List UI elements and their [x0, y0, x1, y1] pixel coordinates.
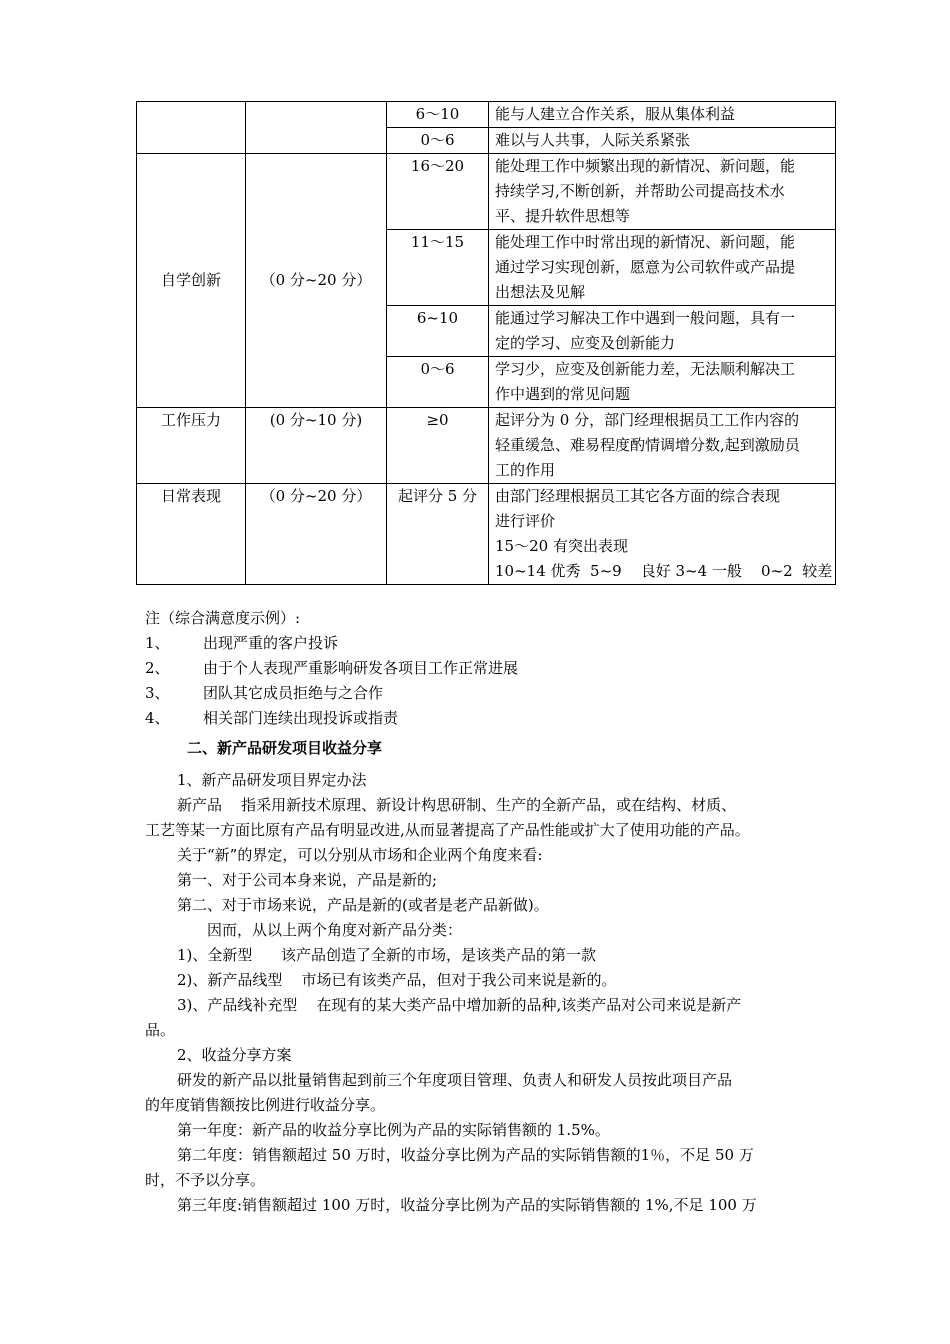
paragraph: 第一年度：新产品的收益分享比例为产品的实际销售额的 1.5%。 [177, 1121, 610, 1139]
list-number: 1、 [145, 634, 170, 652]
description-cell: 起评分为 0 分，部门经理根据员工工作内容的 轻重缓急、难易程度酌情调增分数,起到激励员 工的作用 [489, 408, 836, 484]
paragraph: 第二年度：销售额超过 50 万时，收益分享比例为产品的实际销售额的1％，不足 50 万 [177, 1146, 754, 1164]
table-row [137, 408, 836, 484]
score-cell: 起评分 5 分 [387, 484, 489, 585]
list-number: 2、 [145, 659, 170, 677]
paragraph: 的年度销售额按比例进行收益分享。 [145, 1096, 386, 1114]
paragraph: 时，不予以分享。 [145, 1171, 266, 1189]
description-cell: 能处理工作中时常出现的新情况、新问题，能 通过学习实现创新，愿意为公司软件或产品提 出想法及见解 [489, 230, 836, 306]
score-cell: 11～15 [387, 230, 489, 306]
category-cell: 工作压力 [137, 408, 246, 484]
list-number: 4、 [145, 709, 170, 727]
paragraph: 工艺等某一方面比原有产品有明显改进,从而显著提高了产品性能或扩大了使用功能的产品。 [145, 821, 750, 839]
paragraph: 第一、对于公司本身来说，产品是新的; [177, 871, 438, 889]
category-cell: 自学创新 [137, 154, 246, 408]
list-text: 由于个人表现严重影响研发各项目工作正常进展 [203, 659, 519, 677]
paragraph: 2)、新产品线型 市场已有该类产品，但对于我公司来说是新的。 [177, 971, 617, 989]
list-text: 出现严重的客户投诉 [203, 634, 339, 652]
paragraph: 3)、产品线补充型 在现有的某大类产品中增加新的品种,该类产品对公司来说是新产 [177, 996, 742, 1014]
score-cell: 0～6 [387, 128, 489, 154]
paragraph: 第三年度:销售额超过 100 万时，收益分享比例为产品的实际销售额的 1%,不足 100 万 [177, 1196, 757, 1214]
description-cell: 由部门经理根据员工其它各方面的综合表现 进行评价 15～20 有突出表现 10~14 优秀 5~9 良好 3~4 一般 0~2 较差 [489, 484, 836, 585]
range-cell: (0 分~10 分) [246, 408, 387, 484]
description-cell: 能与人建立合作关系，服从集体利益 [489, 102, 836, 128]
paragraph: 1、新产品研发项目界定办法 [177, 771, 367, 789]
paragraph: 研发的新产品以批量销售起到前三个年度项目管理、负责人和研发人员按此项目产品 [177, 1071, 733, 1089]
score-cell: ≥0 [387, 408, 489, 484]
description-cell: 能通过学习解决工作中遇到一般问题，具有一 定的学习、应变及创新能力 [489, 306, 836, 357]
list-text: 团队其它成员拒绝与之合作 [203, 684, 384, 702]
evaluation-table [136, 101, 836, 585]
paragraph: 因而，从以上两个角度对新产品分类： [207, 921, 463, 939]
range-cell: （0 分~20 分） [246, 154, 387, 408]
section-heading: 二、新产品研发项目收益分享 [187, 739, 383, 757]
list-text: 相关部门连续出现投诉或指责 [203, 709, 399, 727]
list-number: 3、 [145, 684, 170, 702]
table-row [137, 154, 836, 230]
paragraph: 新产品 指采用新技术原理、新设计构思研制、生产的全新产品，或在结构、材质、 [177, 796, 737, 814]
category-cell [137, 102, 246, 154]
paragraph: 2、收益分享方案 [177, 1046, 292, 1064]
notes-title: 注（综合满意度示例）: [145, 609, 301, 627]
score-cell: 16～20 [387, 154, 489, 230]
range-cell: （0 分~20 分） [246, 484, 387, 585]
description-cell: 难以与人共事，人际关系紧张 [489, 128, 836, 154]
paragraph: 品。 [145, 1021, 176, 1039]
score-cell: 0～6 [387, 357, 489, 408]
paragraph: 第二、对于市场来说，产品是新的(或者是老产品新做)。 [177, 896, 549, 914]
description-cell: 能处理工作中频繁出现的新情况、新问题，能 持续学习,不断创新，并帮助公司提高技术水 平、提升软件思想等 [489, 154, 836, 230]
range-cell [246, 102, 387, 154]
score-cell: 6～10 [387, 102, 489, 128]
paragraph: 关于“新”的界定，可以分别从市场和企业两个角度来看: [177, 846, 543, 864]
description-cell: 学习少，应变及创新能力差，无法顺利解决工 作中遇到的常见问题 [489, 357, 836, 408]
table-row [137, 484, 836, 585]
category-cell: 日常表现 [137, 484, 246, 585]
score-cell: 6~10 [387, 306, 489, 357]
paragraph: 1)、全新型 该产品创造了全新的市场，是该类产品的第一款 [177, 946, 597, 964]
table-row [137, 102, 836, 128]
